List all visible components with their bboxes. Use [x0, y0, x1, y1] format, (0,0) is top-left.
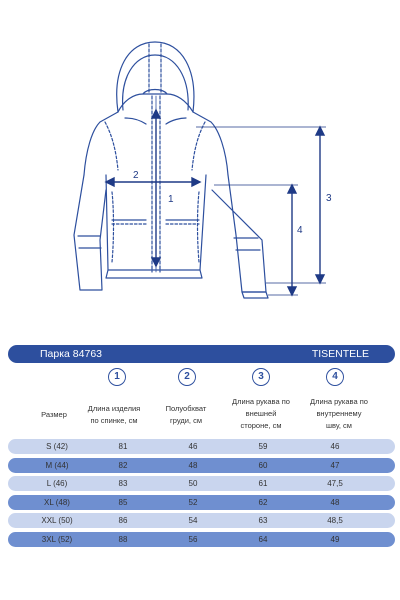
product-name: Парка 84763 [40, 348, 103, 360]
cell-value: 54 [188, 516, 198, 525]
column-number-3: 3 [252, 368, 270, 386]
cell-size: XXL (50) [41, 516, 73, 525]
column-number-2: 2 [178, 368, 196, 386]
arrow-1-bottom [152, 258, 160, 266]
header-outer-sleeve: Длина рукава по внешней стороне, см [232, 397, 290, 430]
cell-value: 46 [188, 442, 198, 451]
column-number-4: 4 [326, 368, 344, 386]
cell-value: 46 [330, 442, 340, 451]
cell-value: 63 [258, 516, 268, 525]
cell-value: 83 [118, 479, 128, 488]
label-1: 1 [168, 194, 174, 205]
cell-value: 82 [118, 460, 128, 470]
cell-value: 88 [118, 534, 128, 544]
column-numbers [0, 368, 400, 390]
cell-value: 64 [258, 534, 268, 544]
cell-size: 3XL (52) [41, 534, 73, 544]
label-3: 3 [326, 193, 332, 204]
cell-value: 81 [118, 442, 128, 451]
cell-value: 48,5 [327, 516, 343, 525]
cell-size: S (42) [46, 442, 68, 451]
label-4: 4 [297, 225, 303, 236]
cell-value: 47 [330, 460, 340, 470]
label-2: 2 [133, 170, 139, 181]
table-row [8, 458, 395, 473]
cell-value: 61 [258, 479, 268, 488]
cell-size: XL (48) [44, 497, 70, 507]
table-row [8, 476, 395, 491]
column-number-1: 1 [108, 368, 126, 386]
table-row [8, 532, 395, 547]
guide-lines [196, 127, 326, 295]
cell-value: 50 [188, 479, 198, 488]
header-inner-sleeve: Длина рукава по внутреннему шву, см [310, 397, 368, 430]
arrow-1-top [152, 110, 160, 118]
cell-value: 86 [118, 516, 128, 525]
cell-value: 56 [188, 534, 198, 544]
measurement-arrows [106, 110, 324, 295]
table-row [8, 495, 395, 510]
cell-value: 48 [188, 460, 198, 470]
product-title-bar [8, 345, 395, 363]
cell-size: L (46) [46, 479, 68, 488]
cell-value: 85 [118, 497, 128, 507]
cell-size: M (44) [45, 460, 69, 470]
header-size: Размер [41, 410, 67, 419]
cell-value: 59 [258, 442, 268, 451]
table-row [8, 513, 395, 528]
cell-value: 62 [258, 497, 268, 507]
measurement-labels [133, 170, 332, 236]
table-row [8, 439, 395, 454]
cell-value: 49 [330, 534, 340, 544]
cell-value: 48 [330, 497, 340, 507]
brand-name: TISENTELE [311, 348, 369, 360]
cell-value: 60 [258, 460, 268, 470]
parka-outline [74, 42, 268, 298]
cell-value: 52 [188, 497, 198, 507]
header-back-length: Длина изделия по спинке, см [87, 404, 141, 425]
cell-value: 47,5 [327, 479, 343, 488]
header-half-chest: Полуобхват груди, см [165, 404, 207, 425]
